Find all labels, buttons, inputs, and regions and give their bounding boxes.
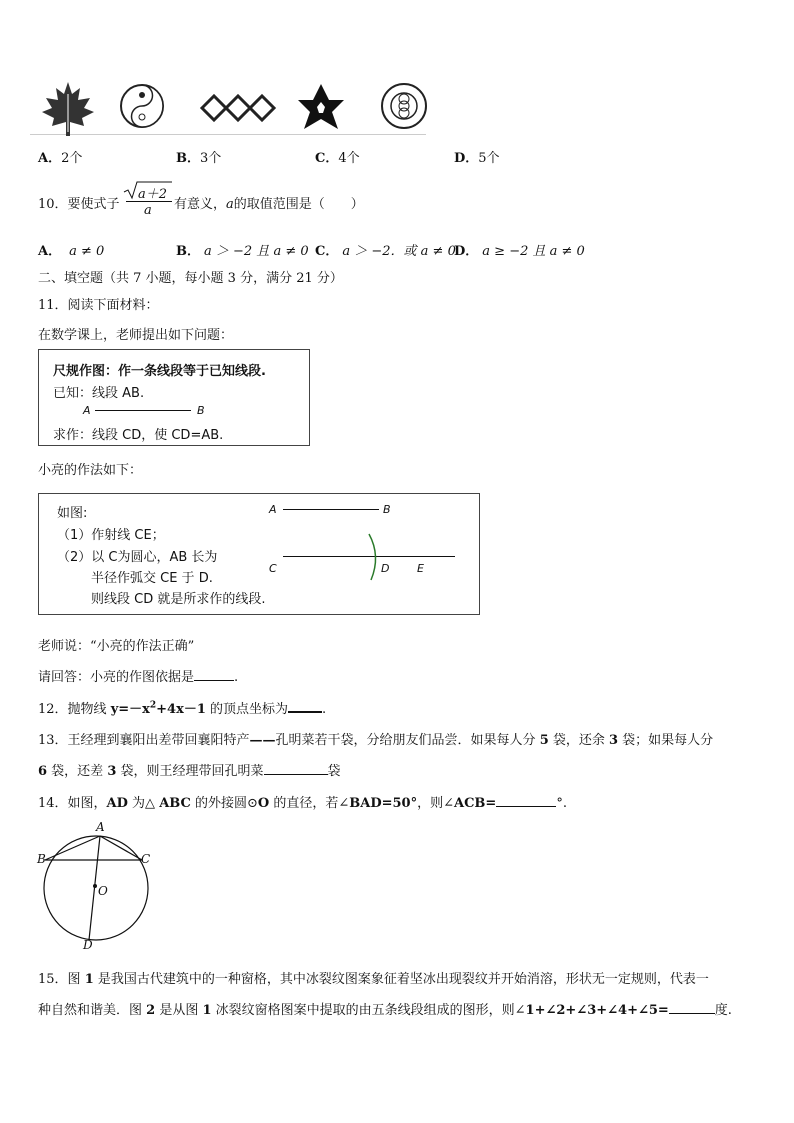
q10-fraction	[124, 180, 172, 220]
concentric-circles-icon	[380, 82, 430, 132]
q10-option-b: B． a ＞ −2 且 a ≠ 0	[176, 244, 309, 259]
q14-label-c: C	[141, 852, 151, 866]
endless-knot-icon	[200, 88, 276, 128]
maple-leaf-icon	[38, 80, 98, 138]
q15-answer-blank[interactable]	[669, 1013, 715, 1014]
yin-yang-icon	[118, 82, 168, 132]
box1-given: 已知：线段 AB.	[53, 386, 145, 401]
q10-denominator: a	[144, 203, 152, 218]
segment-ab	[95, 410, 191, 411]
method-l4: 半径作弧交 CE 于 D.	[91, 571, 213, 586]
q13-line1: 13．王经理到襄阳出差带回襄阳特产——孔明菜若干袋，分给朋友们品尝．如果每人分 5 袋，还余 3 袋；如果每人分	[38, 733, 714, 748]
q14-figure	[36, 820, 156, 952]
pentagon-star-icon	[296, 82, 346, 132]
q14-label-a: A	[96, 820, 105, 834]
q9-option-b: B．3个	[176, 151, 222, 166]
q15-line1: 15．图 1 是我国古代建筑中的一种窗格，其中冰裂纹图案象征着坚冰出现裂纹并开始消溶，形状无一定规则，代表一	[38, 972, 709, 987]
method-point-e: E	[417, 562, 424, 575]
q10-prefix: 10．要使式子	[38, 197, 120, 212]
q10-option-d: D． a ≥ −2 且 a ≠ 0	[454, 244, 585, 259]
q15-line2: 种自然和谐美．图 2 是从图 1 冰裂纹窗格图案中提取的由五条线段组成的图形，则∠1+∠2+∠3+∠4+∠5= 度.	[38, 1003, 732, 1018]
circle-figure	[36, 820, 156, 952]
method-l3: （2）以 C为圆心，AB 长为	[57, 550, 218, 565]
method-l2: （1）作射线 CE；	[57, 528, 165, 543]
box1-requirement: 求作：线段 CD，使 CD=AB.	[53, 428, 224, 443]
q11-line5: 请回答：小亮的作图依据是 .	[38, 670, 239, 685]
q14-text: 14．如图，AD 为△ ABC 的外接圆⊙O 的直径，若∠BAD=50°，则∠ACB= °.	[38, 796, 567, 811]
q11-line3: 小亮的作法如下：	[38, 463, 143, 478]
box1-title: 尺规作图：作一条线段等于已知线段.	[53, 364, 266, 379]
method-point-d: D	[381, 562, 390, 575]
section-title: 二、填空题（共 7 小题，每小题 3 分，满分 21 分）	[38, 271, 343, 286]
q12-answer-blank[interactable]	[288, 711, 322, 713]
method-segment-ab	[283, 509, 379, 510]
q9-option-d: D．5个	[454, 151, 500, 166]
method-point-b: B	[383, 503, 391, 516]
q9-option-c: C．4个	[315, 151, 360, 166]
fraction-bar	[126, 201, 172, 202]
q9-figures	[30, 76, 426, 135]
method-l1: 如图:	[57, 506, 88, 521]
q11-problem-box	[38, 349, 310, 446]
method-point-c: C	[269, 562, 277, 575]
method-l5: 则线段 CD 就是所求作的线段.	[91, 592, 266, 607]
q9-option-a: A．2个	[38, 151, 83, 166]
box1-point-b: B	[197, 404, 205, 417]
q12: 12．抛物线 $y=-x^2+4x-1$ 的顶点坐标为 .	[38, 700, 327, 717]
q14-label-o: O	[98, 884, 108, 898]
q10-suffix: 有意义，a的取值范围是（ ）	[174, 197, 364, 212]
q10-option-a: A． a ≠ 0	[38, 244, 105, 259]
box1-point-a: A	[83, 404, 91, 417]
method-point-a: A	[269, 503, 277, 516]
q11-method-box	[38, 493, 480, 615]
q14-label-b: B	[37, 852, 46, 866]
q13-line2: 6 袋，还差 3 袋，则王经理带回孔明菜 袋	[38, 764, 341, 779]
q10-sqrt-content: a＋2	[138, 187, 168, 202]
q14-label-d: D	[83, 938, 93, 952]
q11-line4: 老师说：“小亮的作法正确”	[38, 639, 195, 654]
q11-line1: 11．阅读下面材料：	[38, 298, 159, 313]
q11-answer-blank[interactable]	[194, 680, 234, 681]
q10-option-c: C． a ＞ −2．或 a ≠ 0	[315, 244, 456, 259]
q14-answer-blank[interactable]	[496, 806, 556, 807]
q11-line2: 在数学课上，老师提出如下问题：	[38, 328, 234, 343]
q13-answer-blank[interactable]	[264, 774, 328, 775]
